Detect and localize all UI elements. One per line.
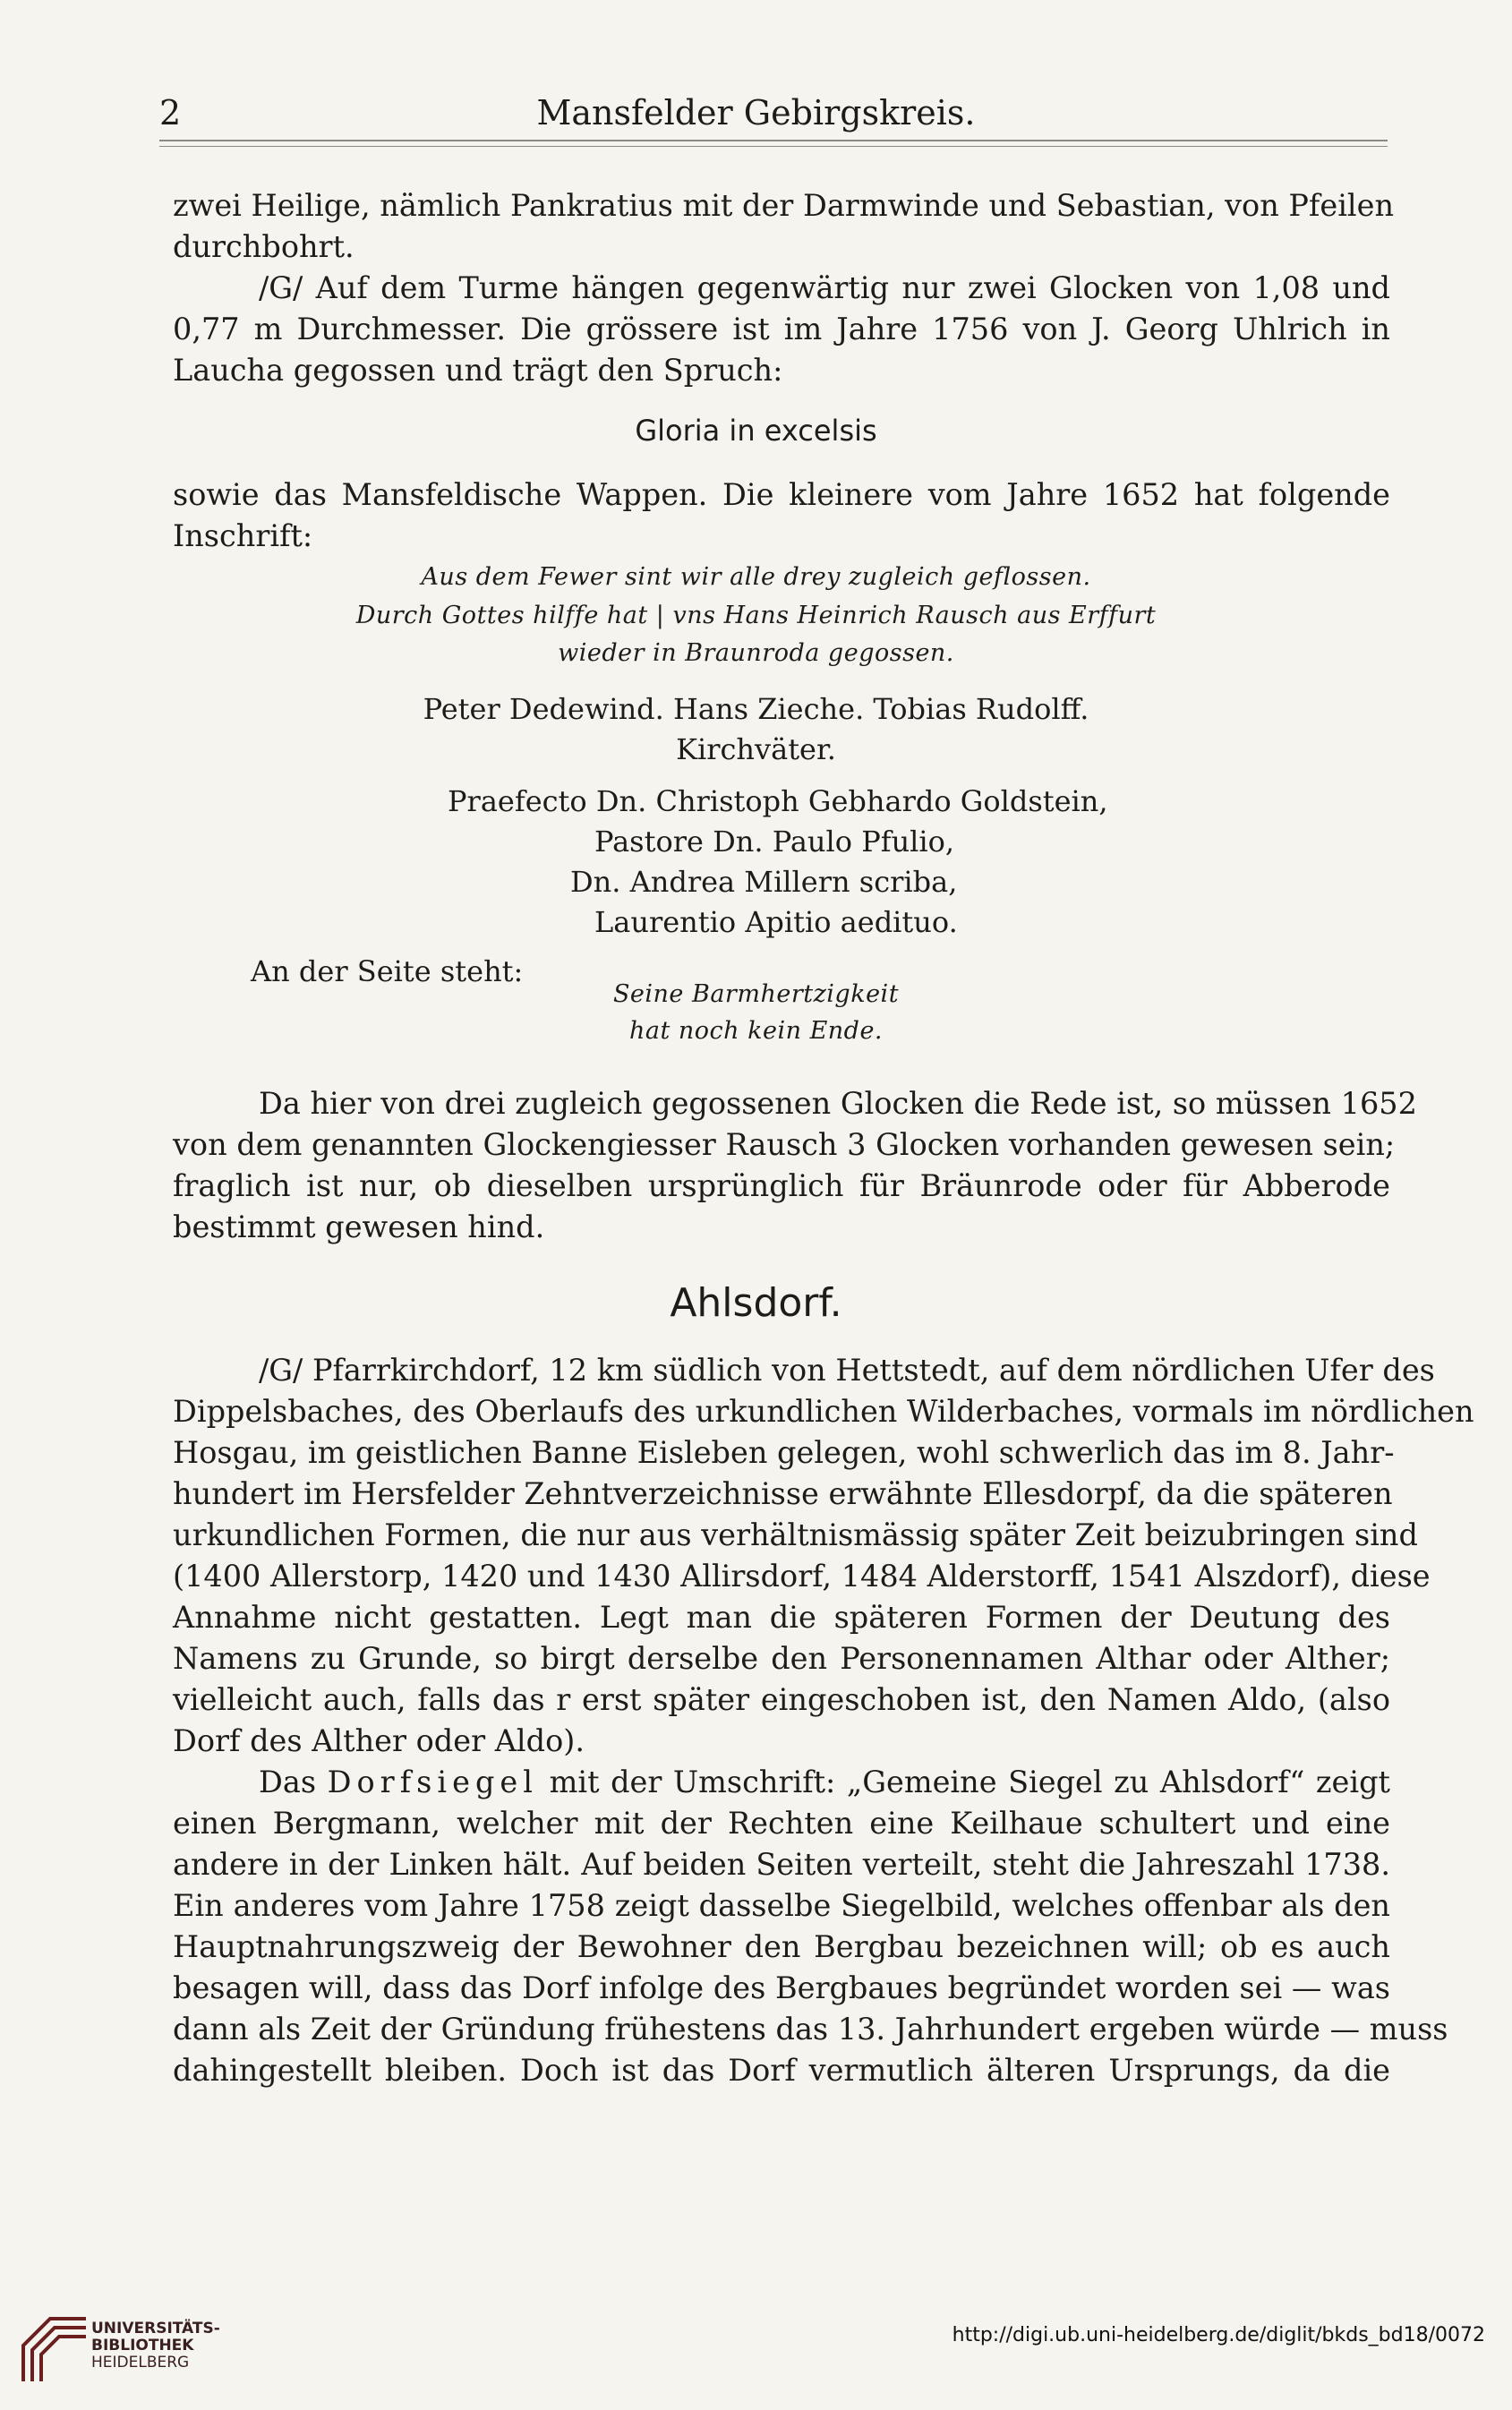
text-fragment: Das bbox=[259, 1765, 328, 1799]
officials-line: Dn. Andrea Millern scriba, bbox=[570, 865, 958, 899]
text-line: Hosgau, im geistlichen Banne Eisleben gelegen, wohl schwerlich das im 8. Jahr- bbox=[173, 1435, 1395, 1470]
library-name-line: BIBLIOTHEK bbox=[91, 2337, 194, 2354]
inscription-line: Aus dem Fewer sint wir alle drey zugleich geflossen. bbox=[421, 563, 1091, 591]
source-url-link[interactable]: http://digi.ub.uni-heidelberg.de/diglit/bkds_bd18/0072 bbox=[952, 2324, 1485, 2346]
text-line: (1400 Allerstorp, 1420 und 1430 Allirsdorf, 1484 Alderstorff, 1541 Alszdorf), diese bbox=[173, 1559, 1431, 1594]
officials-line: Laurentio Apitio aedituo. bbox=[594, 905, 958, 939]
text-line: Laucha gegossen und trägt den Spruch: bbox=[173, 353, 783, 388]
text-line: sowie das Mansfeldische Wappen. Die kleinere vom Jahre 1652 hat folgende bbox=[173, 477, 1390, 512]
text-line: /G/ Auf dem Turme hängen gegenwärtig nur zwei Glocken von 1,08 und bbox=[259, 270, 1390, 305]
text-line: besagen will, dass das Dorf infolge des Bergbaues begründet worden sei — was bbox=[173, 1970, 1390, 2005]
text-line: Inschrift: bbox=[173, 518, 313, 553]
inscription-line: Durch Gottes hilffe hat | vns Hans Heinrich Rausch aus Erffurt bbox=[355, 602, 1157, 629]
side-inscription-line: hat noch kein Ende. bbox=[628, 1017, 884, 1045]
text-line: Namens zu Grunde, so birgt derselbe den Personennamen Althar oder Alther; bbox=[173, 1641, 1390, 1676]
paragraph-4 bbox=[173, 1083, 1417, 1248]
text-line: 0,77 m Durchmesser. Die grössere ist im Jahre 1756 von J. Georg Uhlrich in bbox=[173, 312, 1390, 346]
text-line: Hauptnahrungszweig der Bewohner den Bergbau bezeichnen will; ob es auch bbox=[173, 1929, 1390, 1964]
text-line: hundert im Hersfelder Zehntverzeichnisse erwähnte Ellesdorpf, da die späteren bbox=[173, 1476, 1393, 1511]
running-title: Mansfelder Gebirgskreis. bbox=[536, 93, 976, 132]
paragraph-3 bbox=[173, 474, 1390, 557]
text-line: vielleicht auch, falls das r erst später eingeschoben ist, den Namen Aldo, (also bbox=[173, 1682, 1390, 1717]
text-line: Ein anderes vom Jahre 1758 zeigt dasselbe Siegelbild, welches offenbar als den bbox=[173, 1888, 1390, 1923]
text-line bbox=[173, 1762, 1390, 1803]
text-fragment: mit der Umschrift: „Gemeine Siegel zu Ahlsdorf“ zeigt bbox=[538, 1765, 1390, 1799]
text-line: dann als Zeit der Gründung frühestens das 13. Jahrhundert ergeben würde — muss bbox=[173, 2012, 1448, 2047]
header-rule bbox=[159, 140, 1388, 141]
text-line: Annahme nicht gestatten. Legt man die späteren Formen der Deutung des bbox=[173, 1600, 1390, 1635]
side-inscription-line: Seine Barmhertzigkeit bbox=[612, 980, 900, 1008]
paragraph-1 bbox=[173, 185, 1395, 391]
text-line: bestimmt gewesen hind. bbox=[173, 1209, 545, 1244]
inscription-line: wieder in Braunroda gegossen. bbox=[558, 639, 954, 667]
kirchvaeter-line: Kirchväter. bbox=[676, 732, 836, 766]
text-line: einen Bergmann, welcher mit der Rechten eine Keilhaue schultert und eine bbox=[173, 1806, 1390, 1841]
paragraph-5 bbox=[173, 1350, 1474, 2091]
text-line: urkundlichen Formen, die nur aus verhältnismässig später Zeit beizubringen sind bbox=[173, 1517, 1418, 1552]
spaced-term: Dorfsiegel bbox=[327, 1765, 539, 1799]
text-line: andere in der Linken hält. Auf beiden Seiten verteilt, steht die Jahreszahl 1738. bbox=[173, 1847, 1390, 1882]
library-name-line: HEIDELBERG bbox=[91, 2354, 190, 2372]
side-label: An der Seite steht: bbox=[251, 954, 524, 988]
officials-line: Praefecto Dn. Christoph Gebhardo Goldstein, bbox=[448, 784, 1108, 818]
text-line: fraglich ist nur, ob dieselben ursprünglich für Bräunrode oder für Abberode bbox=[173, 1168, 1390, 1203]
inscription-gloria: Gloria in excelsis bbox=[635, 414, 877, 448]
names-line: Peter Dedewind. Hans Zieche. Tobias Rudolff. bbox=[423, 692, 1089, 726]
text-line: zwei Heilige, nämlich Pankratius mit der Darmwinde und Sebastian, von Pfeilen bbox=[173, 188, 1395, 223]
text-line: Dorf des Alther oder Aldo). bbox=[173, 1723, 585, 1758]
text-line: dahingestellt bleiben. Doch ist das Dorf vermutlich älteren Ursprungs, da die bbox=[173, 2053, 1390, 2088]
text-line: /G/ Pfarrkirchdorf, 12 km südlich von Hettstedt, auf dem nördlichen Ufer des bbox=[259, 1353, 1435, 1388]
text-line: Dippelsbaches, des Oberlaufs des urkundlichen Wilderbaches, vormals im nördlichen bbox=[173, 1394, 1474, 1429]
section-heading: Ahlsdorf. bbox=[670, 1280, 842, 1326]
library-logo-icon bbox=[14, 2310, 95, 2390]
text-line: Da hier von drei zugleich gegossenen Glocken die Rede ist, so müssen 1652 bbox=[259, 1086, 1417, 1121]
page-number: 2 bbox=[159, 93, 182, 132]
officials-line: Pastore Dn. Paulo Pfulio, bbox=[594, 825, 955, 859]
library-name bbox=[91, 2320, 220, 2372]
text-line: von dem genannten Glockengiesser Rausch 3 Glocken vorhanden gewesen sein; bbox=[173, 1127, 1396, 1162]
library-name-line: UNIVERSITÄTS- bbox=[91, 2320, 220, 2337]
text-line: durchbohrt. bbox=[173, 229, 355, 264]
header-rule-thin bbox=[159, 146, 1388, 147]
